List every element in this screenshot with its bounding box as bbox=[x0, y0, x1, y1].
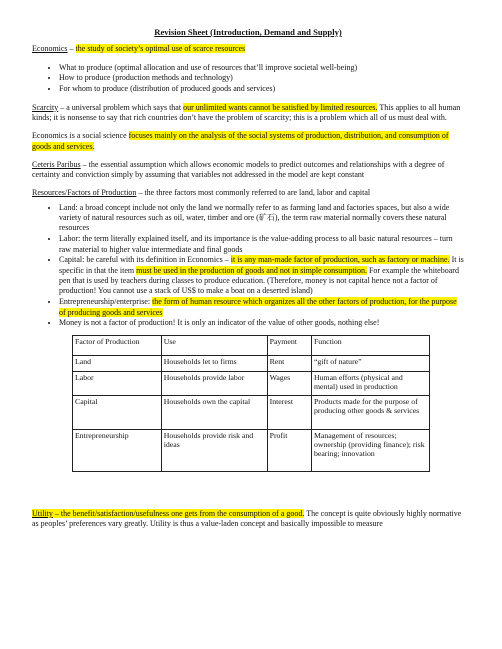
economics-definition: the study of society’s optimal use of scarce resources bbox=[75, 44, 246, 54]
table-header-cell: Function bbox=[311, 335, 429, 355]
table-cell: Wages bbox=[267, 371, 311, 395]
scarcity-term: Scarcity bbox=[32, 102, 59, 112]
economics-paragraph bbox=[32, 44, 464, 54]
social-science-paragraph bbox=[32, 131, 464, 152]
economic-questions-list bbox=[32, 63, 464, 95]
capital-text-mid: It is specific in that the item bbox=[59, 255, 464, 275]
economics-dash: – bbox=[67, 44, 76, 54]
scarcity-text: – a universal problem which says that bbox=[58, 102, 184, 112]
table-cell: Interest bbox=[267, 395, 311, 429]
table-cell: Human efforts (physical and mental) used in production bbox=[311, 371, 429, 395]
scarcity-highlight: our unlimited wants cannot be satisfied by limited resources. bbox=[183, 102, 378, 112]
economics-term: Economics bbox=[32, 44, 68, 54]
capital-text-rest: For example the whiteboard pen that is used by teachers during classes to produce education. (Therefore, money is not capital hence not a factor of production! You cannot use a stack of US$ to make a boat on a deserted island) bbox=[59, 265, 459, 296]
social-science-highlight: focuses mainly on the analysis of the social systems of production, distribution, and consumption of goods and services. bbox=[32, 131, 449, 151]
table-cell: Rent bbox=[267, 355, 311, 371]
table-cell: Households provide risk and ideas bbox=[161, 429, 267, 471]
utility-highlight: – the benefit/satisfaction/usefulness one gets from the consumption of a good. bbox=[52, 508, 305, 518]
list-item: • For whom to produce (distribution of produced goods and services) bbox=[59, 84, 464, 94]
list-item: • How to produce (production methods and technology) bbox=[59, 73, 464, 83]
table-cell: Households own the capital bbox=[161, 395, 267, 429]
table-cell: Households let to firms bbox=[161, 355, 267, 371]
utility-text: The concept is quite obviously highly normative as peoples’ preferences vary greatly. Utility is thus a value-laden concept and basically impossible to measure bbox=[32, 508, 462, 528]
ceteris-paribus-paragraph bbox=[32, 160, 464, 181]
table-cell: “gift of nature” bbox=[311, 355, 429, 371]
table-cell: Land bbox=[73, 355, 162, 371]
ceteris-paribus-term: Ceteris Paribus bbox=[32, 159, 81, 169]
entrepreneurship-text: Entrepreneurship/enterprise: bbox=[59, 297, 153, 307]
table-row bbox=[73, 429, 430, 471]
table-header-cell: Payment bbox=[267, 335, 311, 355]
table-cell: Labor bbox=[73, 371, 162, 395]
table-row bbox=[73, 355, 430, 371]
entrepreneurship-highlight: the form of human resource which organizes all the other factors of production, for the purpose of producing goods and services bbox=[59, 297, 457, 317]
table-row bbox=[73, 395, 430, 429]
ceteris-paribus-text: – the essential assumption which allows economic models to predict outcomes and relationships with a degree of certainty and conviction simply by assuming that variables not addressed in the model are kept constant bbox=[32, 159, 445, 180]
table-cell: Capital bbox=[73, 395, 162, 429]
factors-table bbox=[72, 335, 430, 472]
list-item: • What to produce (optimal allocation and use of resources that’ll improve societal well-being) bbox=[59, 63, 464, 73]
factor-land-item: • Land: a broad concept include not only the land we normally refer to as farming land and factories spaces, but also a wide variety of natural resources such as oil, water, timber and ore (矿石), the term raw material normally covers these natural resources bbox=[59, 203, 464, 234]
table-cell: Entrepreneurship bbox=[73, 429, 162, 471]
factor-labor-item: • Labor: the term literally explained itself, and its importance is the value-adding process to all basic natural resources – turn raw material to higher value intermediate and final goods bbox=[59, 234, 464, 255]
factor-entrepreneurship-item bbox=[59, 297, 464, 318]
table-cell: Households provide labor bbox=[161, 371, 267, 395]
table-row bbox=[73, 371, 430, 395]
table-cell: Profit bbox=[267, 429, 311, 471]
resources-text: – the three factors most commonly referred to are land, labor and capital bbox=[136, 188, 371, 198]
utility-term: Utility bbox=[32, 508, 53, 518]
capital-highlight-2: must be used in the production of goods and not in simple consumption. bbox=[136, 265, 367, 275]
table-cell: Management of resources; ownership (providing finance); risk bearing; innovation bbox=[311, 429, 429, 471]
factor-capital-item bbox=[59, 255, 464, 296]
spacer bbox=[32, 472, 464, 509]
table-header-cell: Use bbox=[161, 335, 267, 355]
table-cell: Products made for the purpose of producing other goods & services bbox=[311, 395, 429, 429]
resources-paragraph bbox=[32, 188, 464, 198]
scarcity-paragraph bbox=[32, 103, 464, 124]
utility-paragraph bbox=[32, 509, 464, 530]
table-header-row bbox=[73, 335, 430, 355]
factors-list bbox=[32, 203, 464, 329]
capital-highlight-1: it is any man-made factor of production, such as factory or machine. bbox=[230, 255, 450, 265]
resources-term: Resources/Factors of Production bbox=[32, 188, 137, 198]
social-science-text: Economics is a social science bbox=[32, 131, 129, 141]
table-header-cell: Factor of Production bbox=[73, 335, 162, 355]
capital-text: Capital: be careful with its definition in Economics – bbox=[59, 255, 231, 265]
scarcity-text-rest: This applies to all human kinds; it is nonsense to say that rich countries don’t have the problem of scarcity; this is a problem which all of us must deal with. bbox=[32, 102, 461, 122]
page-title: Revision Sheet (Introduction, Demand and Supply) bbox=[154, 27, 342, 37]
money-note-item: • Money is not a factor of production! It is only an indicator of the value of other goods, nothing else! bbox=[59, 318, 464, 328]
